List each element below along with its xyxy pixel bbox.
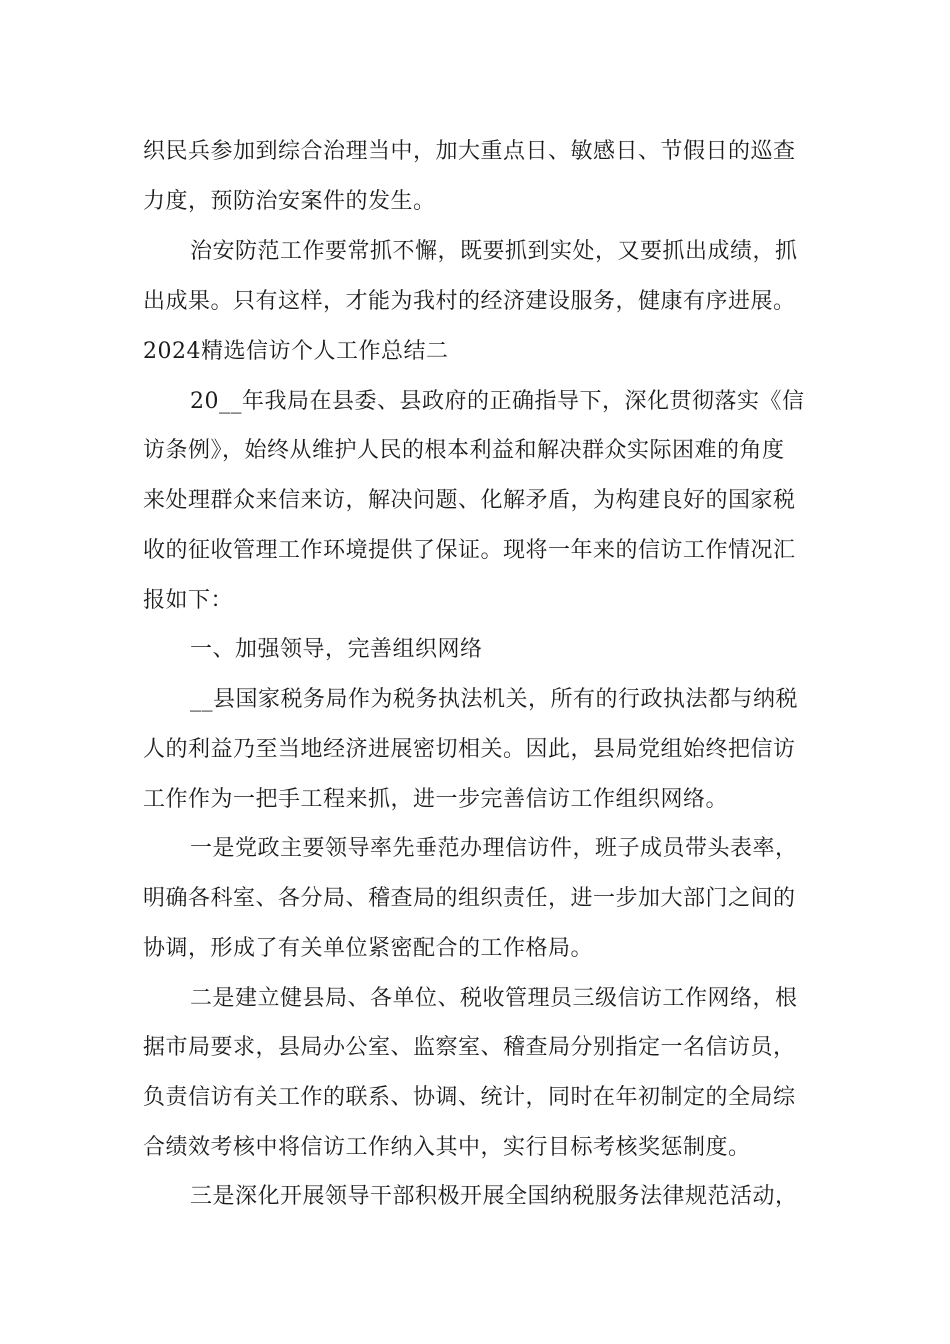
text-line: 织民兵参加到综合治理当中，加大重点日、敏感日、节假日的巡查 [143,139,796,164]
text-line: 人的利益乃至当地经济进展密切相关。因此，县局党组始终把信访 [143,737,796,762]
subheading: 一、加强领导，完善组织网络 [190,637,483,662]
text-line: 合绩效考核中将信访工作纳入其中，实行目标考核奖惩制度。 [143,1135,751,1160]
text-line: 据市局要求，县局办公室、监察室、稽查局分别指定一名信访员， [143,1035,796,1060]
text-line: 明确各科室、各分局、稽查局的组织责任，进一步加大部门之间的 [143,886,796,911]
text-line: 治安防范工作要常抓不懈，既要抓到实处，又要抓出成绩，抓 [190,239,798,264]
text-line: 工作作为一把手工程来抓，进一步完善信访工作组织网络。 [143,787,729,812]
section-title: 2024精选信访个人工作总结二 [143,339,449,364]
text-line: 收的征收管理工作环境提供了保证。现将一年来的信访工作情况汇 [143,538,796,563]
text-line: 力度，预防治安案件的发生。 [143,189,436,214]
text-line: 访条例》，始终从维护人民的根本利益和解决群众实际困难的角度 [143,438,785,463]
text-line: 出成果。只有这样，才能为我村的经济建设服务，健康有序进展。 [143,289,796,314]
text-line: 20__年我局在县委、县政府的正确指导下，深化贯彻落实《信 [190,389,805,414]
text-line: 来处理群众来信来访，解决问题、化解矛盾，为构建良好的国家税 [143,488,796,513]
text-line: 协调，形成了有关单位紧密配合的工作格局。 [143,936,594,961]
text-line: 报如下： [143,588,234,613]
text-line: 二是建立健县局、各单位、税收管理员三级信访工作网络，根 [190,986,798,1011]
text-line: 负责信访有关工作的联系、协调、统计，同时在年初制定的全局综 [143,1085,796,1110]
text-line: 一是党政主要领导率先垂范办理信访件，班子成员带头表率， [190,836,798,861]
text-line: __县国家税务局作为税务执法机关，所有的行政执法都与纳税 [190,687,799,712]
text-line: 三是深化开展领导干部积极开展全国纳税服务法律规范活动， [190,1184,798,1209]
